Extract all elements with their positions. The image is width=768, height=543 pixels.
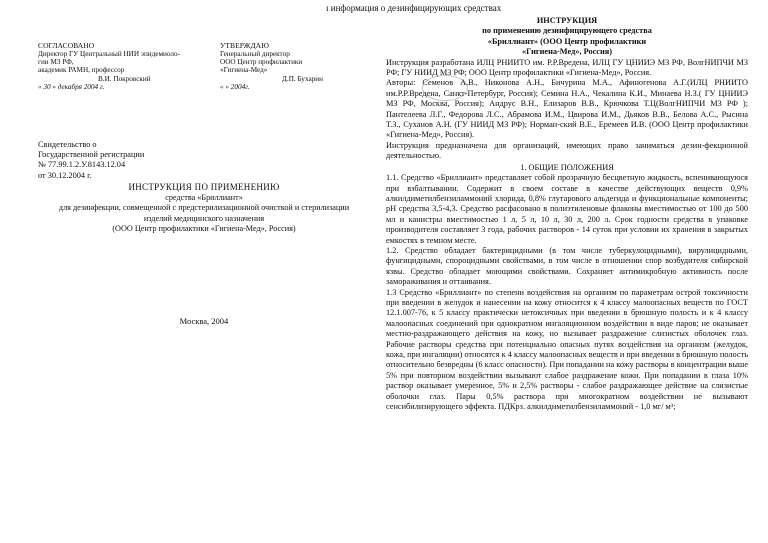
approved-heading: УТВЕРЖДАЮ: [220, 41, 269, 50]
approved-date: « » 2004г.: [220, 82, 250, 91]
left-instruction-purpose: для дезинфекции, совмещенной с предстерилизационной очисткой и стерилизации: [58, 203, 350, 213]
instruction-text: [386, 16, 748, 412]
agreed-block: [38, 41, 218, 91]
authors-paragraph: Авторы: Семенов А.В., Никонова А.Н., Бичурина М.А., Афиногенова А.Г.(ИЛЦ РНИИТО им.Р.Р.Вредена, Санкт-Петербург, Россия); Семина Н.А., Чекалина К.И., Минаева Н.З.( ГУ ЦНИИЭ МЗ РФ, Москва, Россия); Андрус В.Н., Елизаров В.В., Крючкова Т.Ц(ВолгНИПЧИ МЗ РФ ); Пантелеева Л.Г., Федорова Л.С., Абрамова И.М., Цвирова И.М., Дьяков В.В., Белова А.С., Рысина Т.З., Суханов А.Н. (ГУ НИИД МЗ РФ); Норман-ский В.Е., Еремеев И.В. (ООО Центр профилактики «Гигиена-Мед», Россия).: [386, 78, 748, 140]
registration-line-2: Государственной регистрации: [38, 150, 145, 160]
agreed-heading: СОГЛАСОВАНО: [38, 41, 95, 50]
instruction-subtitle-2: «Бриллиант» (ООО Центр профилактики: [487, 36, 647, 46]
instruction-title: ИНСТРУКЦИЯ: [536, 16, 598, 25]
registration-line-1: Свидетельство о: [38, 140, 97, 149]
paragraph-1-2: 1.2. Средство обладает бактерицидными (в том числе туберкулоцидными), вирулицидными, фунгицидными, спороцидными свойствами, в том числе в отношении спор возбудителя сибирской язвы. Средство обладает моющими свойствами. Сохраняет антимикробную активность после замораживания и оттаивания.: [386, 245, 748, 287]
instruction-subtitle-1: по применению дезинфицирующего средства: [482, 26, 652, 36]
registration-number: № 77.99.1.2.У.8143.12.04: [38, 160, 126, 170]
agreed-organization: гии МЗ РФ,: [38, 58, 74, 67]
left-instruction-maker: (ООО Центр профилактики «Гигиена-Мед», Россия): [112, 224, 296, 234]
registration-date: от 30.12.2004 г.: [38, 170, 92, 180]
agreed-signature: В.И. Покровский: [98, 74, 151, 83]
paragraph-1-3: 1.3 Средство «Бриллиант» по степени воздействия на организм по параметрам острой токсичности при введении в желудок и нанесении на кожу относится к 4 классу малоопасных веществ по ГОСТ 12.1.007-76, к 5 классу практически нетоксичных при введении в брюшную полость и к 4 классу малоопасных соединений при однократном ингаляционном воздействии в виде паров; не оказывает местно-раздражающего действия на кожу, но вызывает раздражение слизистых оболочек глаз. Рабочие растворы средства при потенциально опасных путях воздействия на организм (желудок, кожа, при ингаляции) относятся к 4 классу малоопасных веществ и при введении в брюшную полость относительно безвредны (6 класс опасности). При попадании на кожу растворы в концентрации выше 5% при повторном воздействии вызывают слабое раздражение кожи. При попадании в глаза 10% раствор оказывает умеренное, 5% и 2,5% растворы - слабое раздражающее действие на слизистые оболочки глаз. Пары 0,5% раствора при многократном воздействии не вызывают сенсибилизирующего эффекта. ПДКрз. алкилдиметилбензиламмоний - 1,0 мг/ м³;: [386, 287, 748, 412]
left-instruction-title: [38, 182, 370, 235]
intended-for-paragraph: Инструкция предназначена для организаций, имеющих право заниматься дезин-фекционной деятельностью.: [386, 140, 748, 161]
approved-organization-name: «Гигиена-Мед»: [220, 66, 268, 75]
approval-block: [38, 41, 370, 101]
developed-by-paragraph: Инструкция разработана ИЛЦ РНИИТО им. Р.Р.Вредена, ИЛЦ ГУ ЦНИИЭ МЗ РФ, ВолгНИПЧИ МЗ РФ; ГУ НИИД МЗ РФ; ООО Центр профилактики «Гигиена-Мед», Россия.: [386, 57, 748, 78]
document-header-line: ı информация о дезинфицирующих средствах: [326, 3, 502, 13]
city-year: Москва, 2004: [179, 316, 229, 326]
approved-organization: ООО Центр профилактики: [220, 58, 303, 67]
approved-position: Генеральный директор: [220, 50, 290, 58]
left-instruction-items: изделий медицинского назначения: [143, 213, 265, 223]
instruction-subtitle-3: «Гигиена-Мед», Россия): [521, 47, 612, 57]
registration-certificate: [38, 140, 144, 181]
title-page: [38, 41, 370, 101]
agreed-date: « 30 » декабря 2004 г.: [38, 82, 105, 91]
left-instruction-heading: ИНСТРУКЦИЯ ПО ПРИМЕНЕНИЮ: [128, 182, 280, 192]
left-instruction-product: средства «Бриллиант»: [165, 193, 243, 202]
paragraph-1-1: 1.1. Средство «Бриллиант» представляет собой прозрачную бесцветную жидкость, вспенивающуюся при взбалтывании. Содержит в своем составе в качестве действующих веществ 0,9% алкилдиметилбензиламмоний хлорида, 0,8% глутарового альдегида и функциональные компоненты; pH средства 3,5-4,3. Средство расфасовано в полиэтиленовые флаконы вместимостью от 100 до 500 мл и канистры вместимостью 1 л, 5 л, 10 л, 30 л, 200 л. Срок годности средства в упаковке производителя составляет 3 года, рабочих растворов - 14 суток при условии их хранения в закрытых емкостях в темном месте.: [386, 173, 748, 245]
approved-block: [220, 41, 370, 91]
agreed-title: академик РАМН, профессор: [38, 66, 125, 75]
agreed-position: Директор ГУ Центральный НИИ эпидемиоло-: [38, 50, 180, 58]
section-general-heading: 1. ОБЩИЕ ПОЛОЖЕНИЯ: [520, 162, 614, 172]
approved-signature: Д.П. Бухарин: [282, 74, 324, 83]
